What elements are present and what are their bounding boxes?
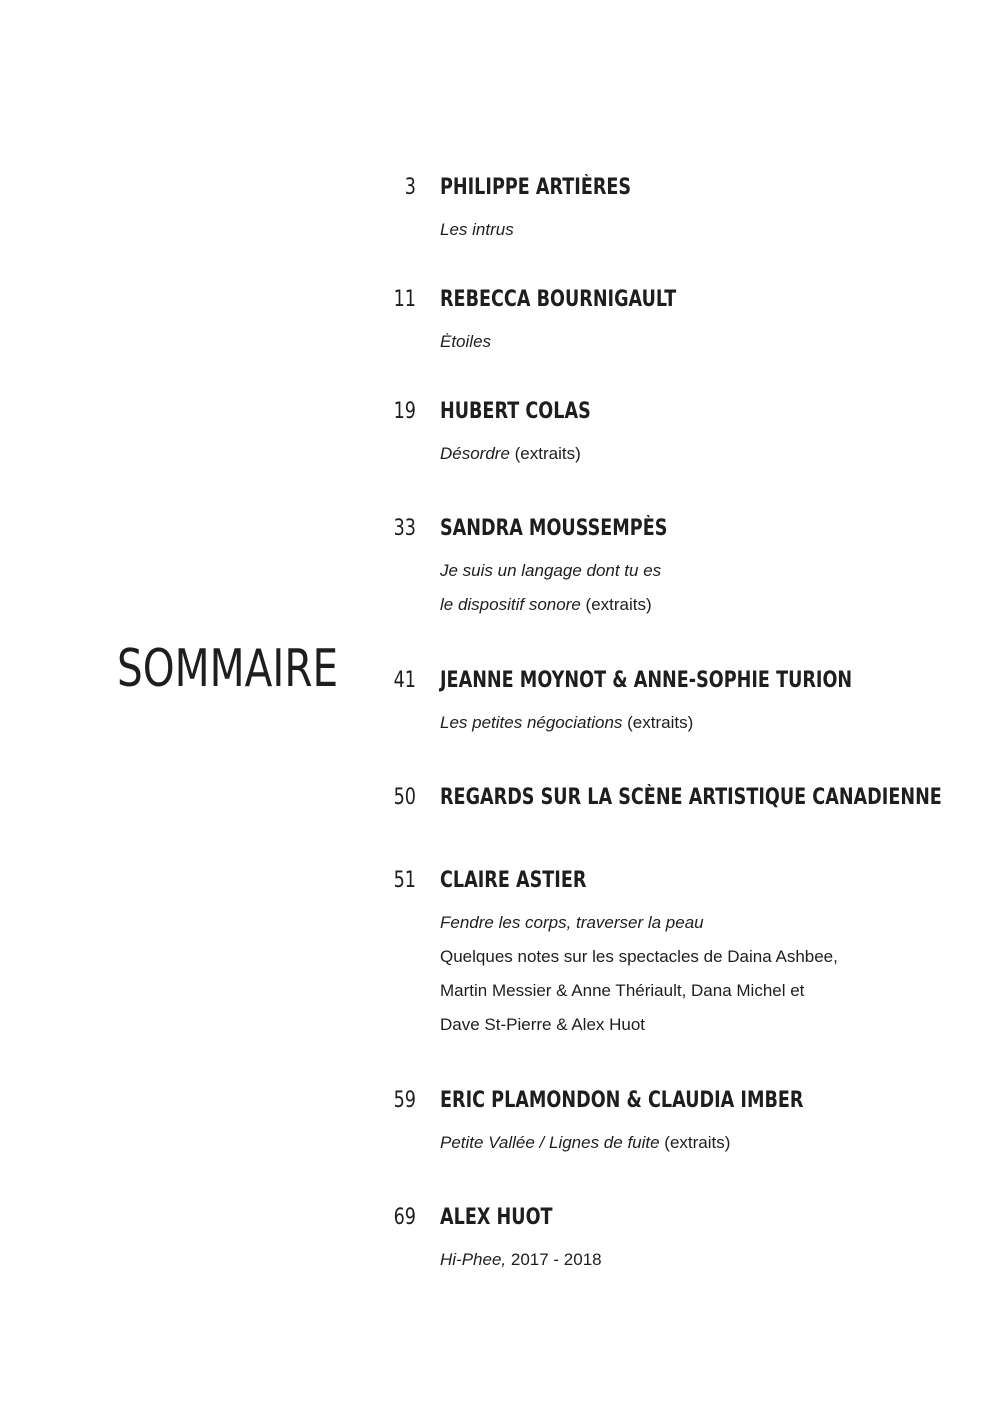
page-number: 50 — [393, 785, 416, 810]
entry-author-title: REGARDS SUR LA SCÈNE ARTISTIQUE CANADIENNE — [440, 785, 942, 810]
work-title: Désordre — [440, 444, 510, 463]
page-number: 3 — [404, 175, 416, 200]
entry-description — [440, 554, 661, 622]
description-line — [440, 1008, 838, 1042]
description-line — [440, 706, 693, 740]
entry-description — [440, 325, 491, 359]
entry-description — [440, 906, 838, 1042]
entry-author-title: CLAIRE ASTIER — [440, 868, 587, 893]
entry-author-title: ALEX HUOT — [440, 1205, 553, 1230]
description-line — [440, 437, 581, 471]
page-number: 33 — [393, 516, 416, 541]
entry-description — [440, 1126, 730, 1160]
work-note: Martin Messier & Anne Thériault, Dana Michel et — [440, 981, 805, 1000]
page-number: 69 — [393, 1205, 416, 1230]
entry-description — [440, 213, 514, 247]
work-note: (extraits) — [622, 713, 694, 732]
work-title: Fendre les corps, traverser la peau — [440, 913, 704, 932]
description-line — [440, 554, 661, 588]
description-line — [440, 213, 514, 247]
entry-author-title: REBECCA BOURNIGAULT — [440, 287, 677, 312]
work-title: Je suis un langage dont tu es — [440, 561, 662, 580]
entry-description — [440, 706, 693, 740]
page-title: SOMMAIRE — [117, 639, 339, 699]
description-line — [440, 1243, 602, 1277]
work-note: Quelques notes sur les spectacles de Daina Ashbee, — [440, 947, 838, 966]
work-note: 2017 - 2018 — [506, 1250, 602, 1269]
work-title: le dispositif sonore — [440, 595, 581, 614]
description-line — [440, 588, 661, 622]
page-number: 19 — [393, 399, 416, 424]
page-number: 11 — [393, 287, 416, 312]
work-title: Petite Vallée / Lignes de fuite — [440, 1133, 660, 1152]
work-title: Les petites négociations — [440, 713, 623, 732]
description-line — [440, 1126, 730, 1160]
work-title: Hi-Phee, — [440, 1250, 507, 1269]
page-number: 51 — [393, 868, 416, 893]
description-line — [440, 940, 838, 974]
work-note: Dave St-Pierre & Alex Huot — [440, 1015, 646, 1034]
work-title: Les intrus — [440, 220, 514, 239]
work-note: (extraits) — [580, 595, 652, 614]
entry-author-title: SANDRA MOUSSEMPÈS — [440, 516, 668, 541]
entry-author-title: HUBERT COLAS — [440, 399, 591, 424]
work-title: Ėtoiles — [440, 332, 492, 351]
description-line — [440, 325, 491, 359]
description-line — [440, 906, 838, 940]
entry-description — [440, 437, 581, 471]
page-number: 59 — [393, 1088, 416, 1113]
entry-description — [440, 1243, 602, 1277]
description-line — [440, 974, 838, 1008]
entry-author-title: ERIC PLAMONDON & CLAUDIA IMBER — [440, 1088, 804, 1113]
page-number: 41 — [393, 668, 416, 693]
entry-author-title: JEANNE MOYNOT & ANNE-SOPHIE TURION — [440, 668, 853, 693]
work-note: (extraits) — [509, 444, 581, 463]
work-note: (extraits) — [659, 1133, 731, 1152]
entry-author-title: PHILIPPE ARTIÈRES — [440, 175, 632, 200]
